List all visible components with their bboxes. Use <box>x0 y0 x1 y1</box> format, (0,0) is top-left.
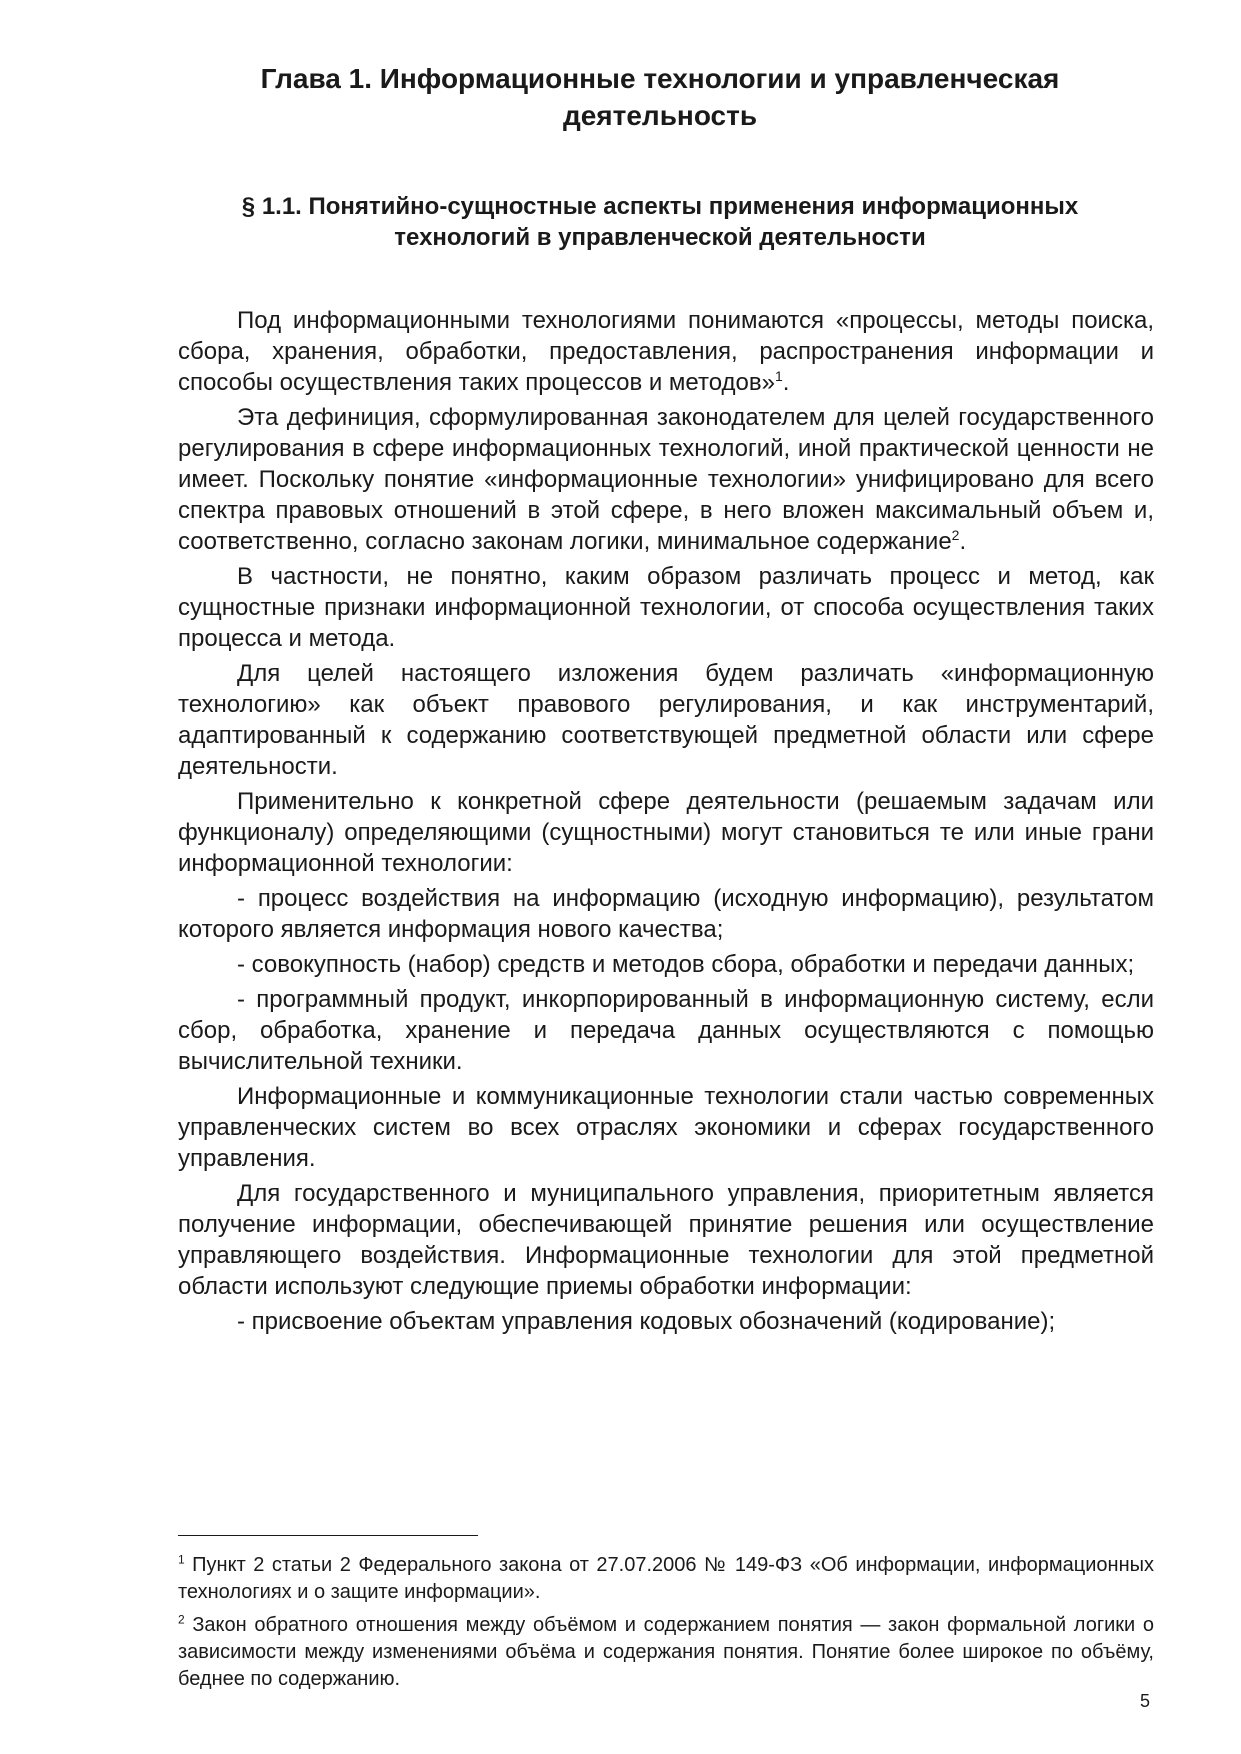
footnote-ref: 1 <box>774 368 783 384</box>
paragraph: Для государственного и муниципального управления, приоритетным является получение информации, обеспечивающей принятие решения или осуществление управляющего воздействия. Информационные технологии для этой предметной области используют следующие приемы обработки информации: <box>178 1180 1154 1300</box>
list-item: - совокупность (набор) средств и методов сбора, обработки и передачи данных; <box>237 951 1135 978</box>
footnote-ref: 2 <box>951 527 960 543</box>
footnote <box>178 1552 1154 1606</box>
paragraph-punctuation: . <box>782 369 790 396</box>
body-text <box>178 305 1154 1341</box>
footnote-mark: 2 <box>178 1612 185 1627</box>
list-item: - процесс воздействия на информацию (исходную информацию), результатом которого является информация нового качества; <box>178 885 1154 943</box>
footnote <box>178 1612 1154 1693</box>
paragraph: Для целей настоящего изложения будем различать «информационную технологию» как объект правового регулирования, и как инструментарий, адаптированный к содержанию соответствующей предметной области или сфере деятельности. <box>178 660 1154 780</box>
footnote-mark: 1 <box>178 1552 185 1567</box>
paragraph <box>178 305 1154 398</box>
section-title: § 1.1. Понятийно-сущностные аспекты применения информационных технологий в управленческой деятельности <box>241 193 1079 251</box>
list-item: - программный продукт, инкорпорированный в информационную систему, если сбор, обработка, хранение и передача данных осуществляются с помощью вычислительной техники. <box>178 986 1154 1075</box>
paragraph: Информационные и коммуникационные технологии стали частью современных управленческих систем во всех отраслях экономики и сферах государственного управления. <box>178 1083 1154 1172</box>
paragraph-punctuation: . <box>959 528 967 555</box>
chapter-title: Глава 1. Информационные технологии и управленческая деятельность <box>260 63 1060 131</box>
paragraph: В частности, не понятно, каким образом различать процесс и метод, как сущностные признаки информационной технологии, от способа осуществления таких процесса и метода. <box>178 563 1154 652</box>
paragraph <box>178 402 1154 557</box>
footnote-divider <box>178 1535 478 1536</box>
footnotes <box>178 1552 1154 1699</box>
page-number: 5 <box>1140 1691 1151 1711</box>
footnote-text: Пункт 2 статьи 2 Федерального закона от 27.07.2006 № 149-ФЗ «Об информации, информационных технологиях и о защите информации». <box>178 1554 1154 1603</box>
paragraph: Применительно к конкретной сфере деятельности (решаемым задачам или функционалу) определяющими (сущностными) могут становиться те или иные грани информационной технологии: <box>178 788 1154 877</box>
footnote-text: Закон обратного отношения между объёмом и содержанием понятия — закон формальной логики о зависимости между изменениями объёма и содержания понятия. Понятие более широкое по объёму, беднее по содержанию. <box>178 1614 1154 1690</box>
paragraph-text: Под информационными технологиями понимаются «процессы, методы поиска, сбора, хранения, обработки, предоставления, распространения информации и способы осуществления таких процессов и методов» <box>178 307 1154 396</box>
list-item: - присвоение объектам управления кодовых обозначений (кодирование); <box>237 1308 1056 1335</box>
paragraph-text: Эта дефиниция, сформулированная законодателем для целей государственного регулирования в сфере информационных технологий, иной практической ценности не имеет. Поскольку понятие «информационные технологии» унифицировано для всего спектра правовых отношений в этой сфере, в него вложен максимальный объем и, соответственно, согласно законам логики, минимальное содержание <box>178 404 1154 555</box>
